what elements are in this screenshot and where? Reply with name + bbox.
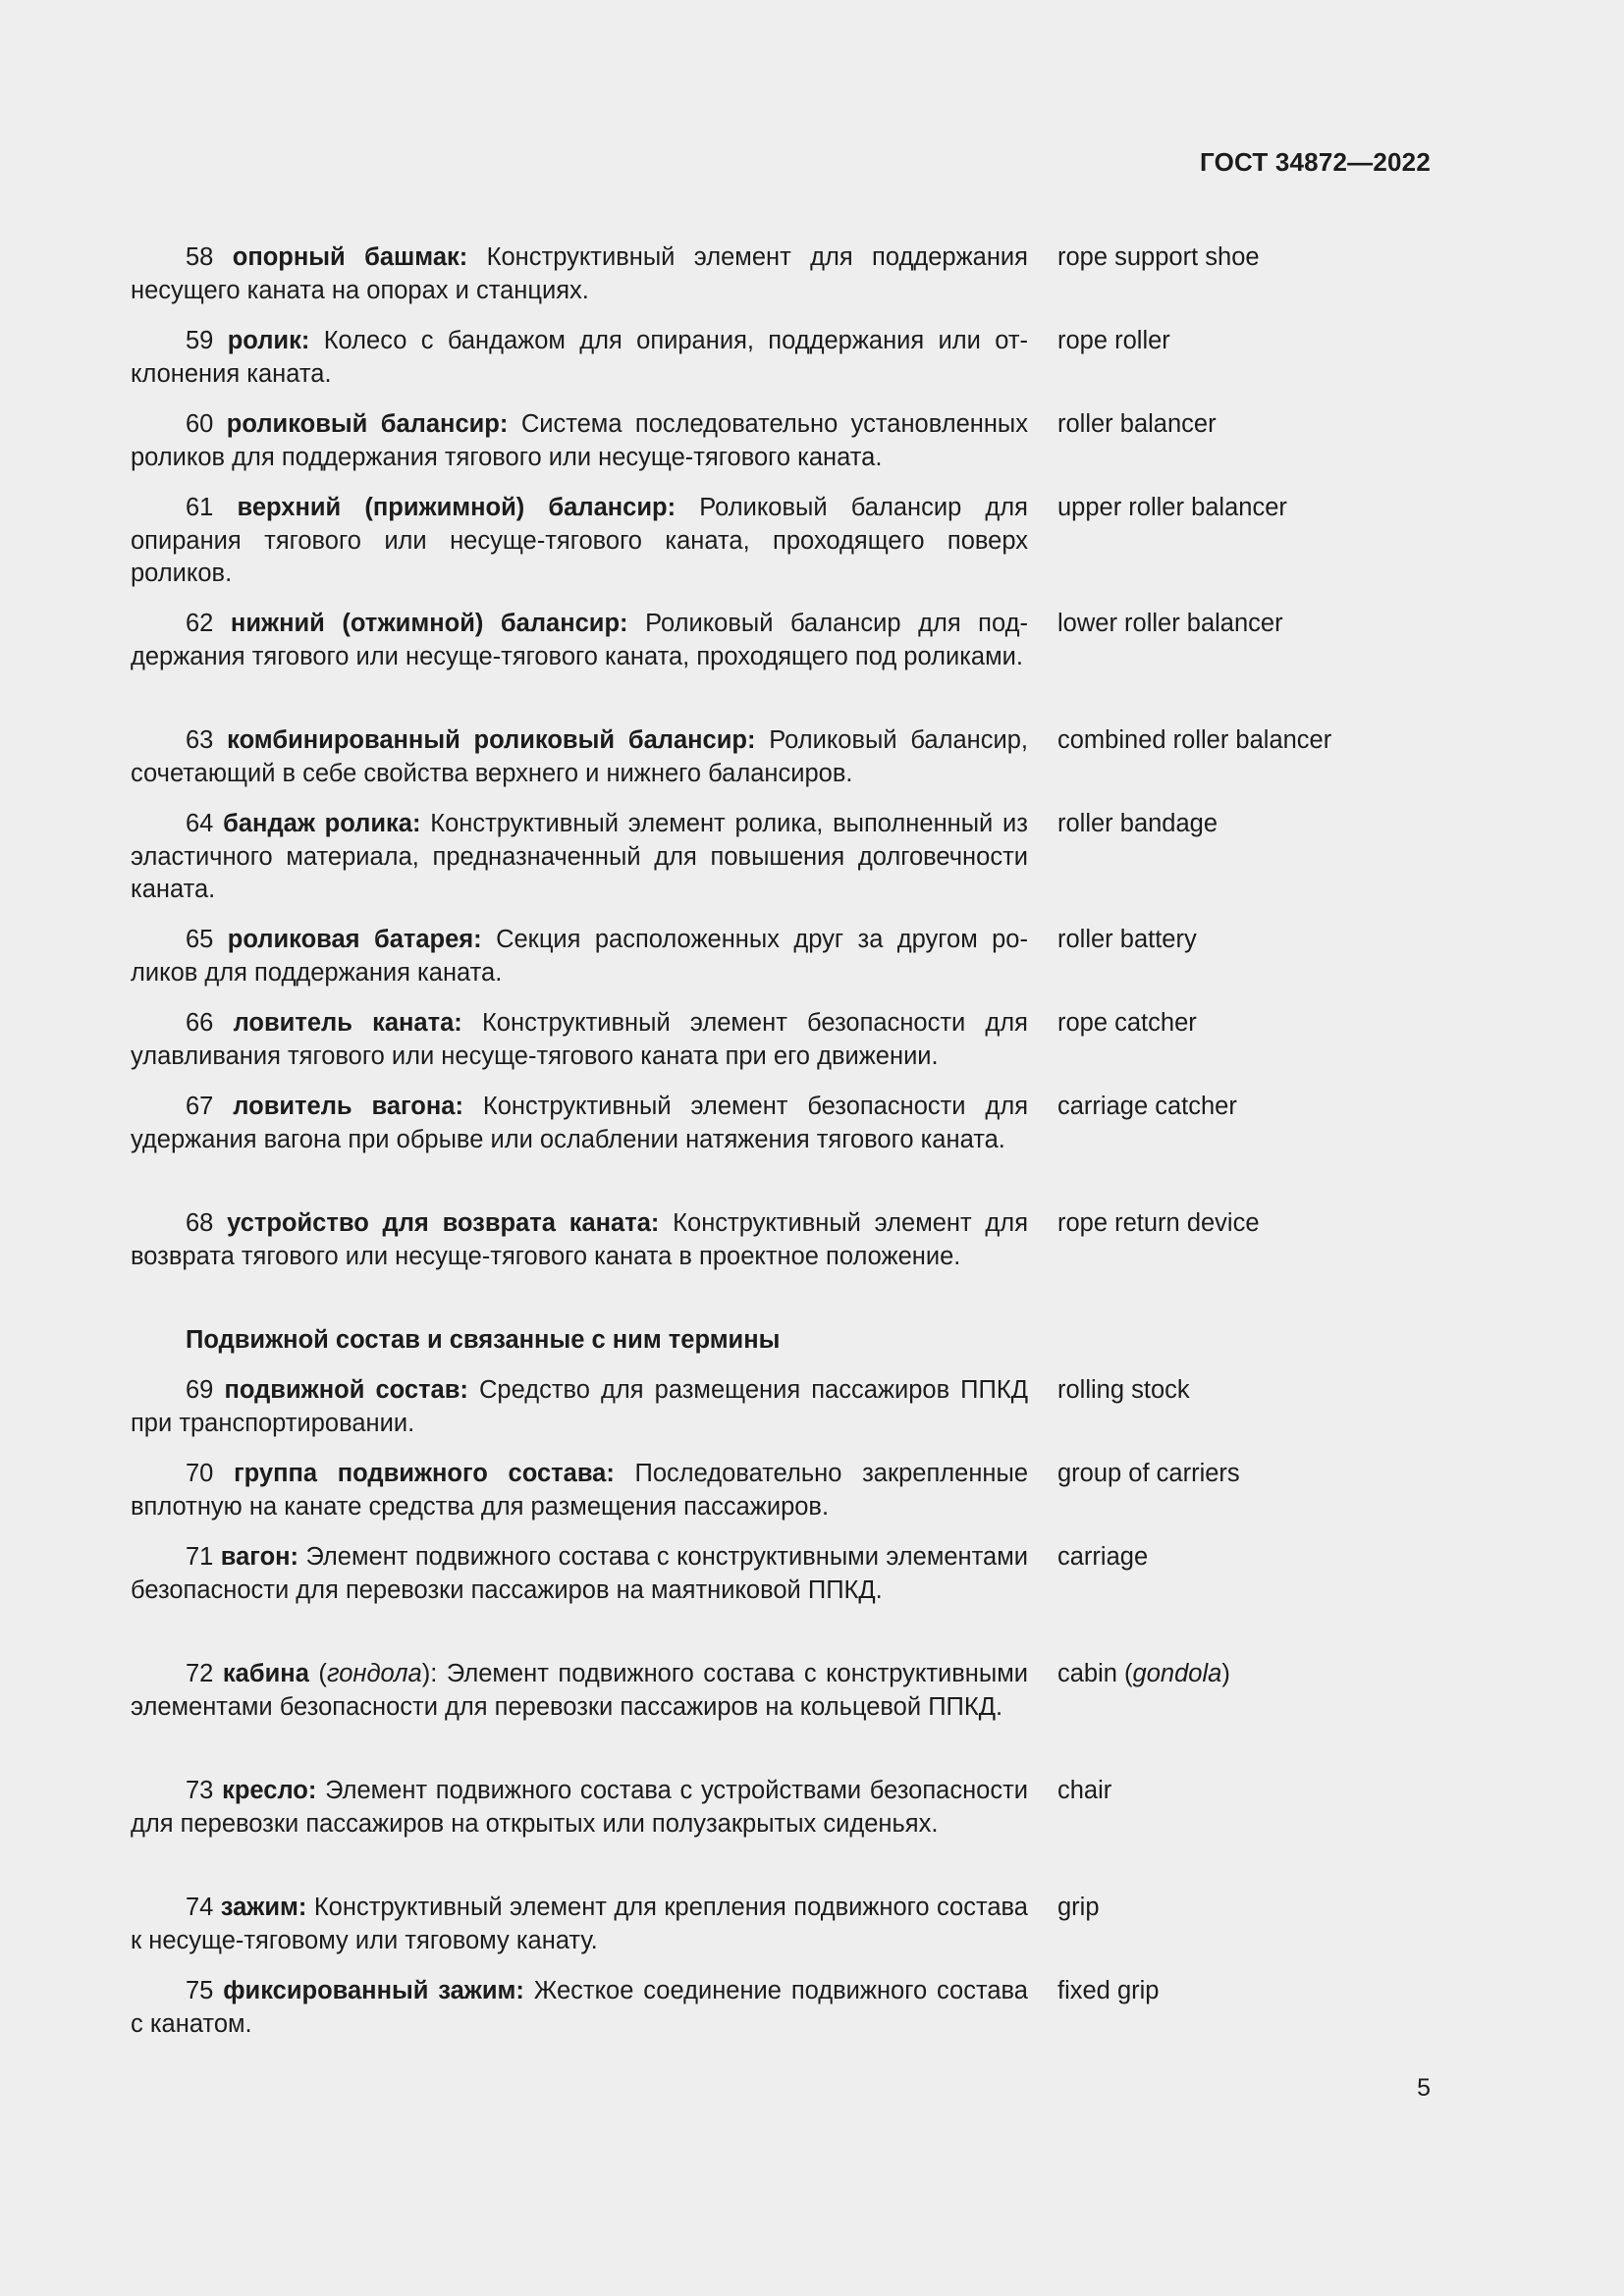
english-equivalent — [1057, 724, 1331, 758]
term-number: 70 — [186, 1460, 214, 1487]
english-term: carriage — [1057, 1543, 1149, 1571]
term-name: ловитель вагона: — [233, 1093, 463, 1120]
english-term: roller battery — [1057, 926, 1197, 953]
english-term: roller bandage — [1057, 810, 1218, 837]
term-entry — [131, 1892, 1505, 1957]
definition-text: Жесткое соединение подвижного состава с канатом. — [131, 1977, 1028, 2038]
term-definition — [131, 492, 1028, 591]
term-entry — [131, 492, 1505, 591]
english-equivalent — [1057, 608, 1283, 641]
term-definition — [131, 1775, 1028, 1841]
english-term: roller balancer — [1057, 410, 1217, 438]
term-entry — [131, 1975, 1505, 2041]
definition-text: Элемент подвижного состава с конструктивными элементами безопасности для перевозки пассажиров на маятниковой ППКД. — [131, 1543, 1028, 1604]
term-name: комбинированный роликовый балансир: — [227, 726, 756, 754]
term-entry — [131, 1374, 1505, 1440]
definition-text: Конструктивный элемент для возврата тягового или несуще-тягового каната в проектное положение. — [131, 1209, 1028, 1270]
english-term: carriage catcher — [1057, 1093, 1237, 1120]
term-number: 71 — [186, 1543, 214, 1571]
term-name: ролик: — [227, 327, 310, 354]
term-entry — [131, 608, 1505, 673]
term-definition — [131, 808, 1028, 907]
definition-text: Средство для размещения пассажиров ППКД при транспортировании. — [131, 1376, 1028, 1437]
definition-text: Роликовый балансир, сочетающий в себе свойства верхнего и нижнего балансиров. — [131, 726, 1028, 787]
term-name: кабина — [222, 1660, 309, 1687]
term-definition — [131, 408, 1028, 474]
english-term: lower roller balancer — [1057, 610, 1283, 637]
term-number: 73 — [186, 1777, 214, 1804]
term-number: 75 — [186, 1977, 214, 2004]
definition-text: Роликовый балансир для опирания тягового или несуще-тягового каната, проходящего поверх роликов. — [131, 494, 1028, 587]
term-number: 65 — [186, 926, 214, 953]
term-definition — [131, 1007, 1028, 1073]
term-number: 72 — [186, 1660, 214, 1687]
english-equivalent — [1057, 1374, 1190, 1408]
term-definition — [131, 325, 1028, 391]
term-number: 67 — [186, 1093, 214, 1120]
english-equivalent — [1057, 808, 1218, 841]
term-definition — [131, 1207, 1028, 1273]
term-definition — [131, 1892, 1028, 1957]
term-name: нижний (отжимной) балансир: — [230, 610, 628, 637]
term-number: 60 — [186, 410, 214, 438]
english-term: rope catcher — [1057, 1009, 1197, 1037]
english-equivalent: cabin (gondola) — [1057, 1660, 1230, 1687]
english-equivalent — [1057, 241, 1260, 275]
english-term: rope support shoe — [1057, 243, 1260, 271]
definition-text: Конструктивный элемент ролика, выполненный из эластичного материала, предназначенный для повышения долговечности каната. — [131, 810, 1028, 903]
term-entry — [131, 1458, 1505, 1523]
term-number: 61 — [186, 494, 214, 521]
term-definition — [131, 924, 1028, 989]
term-number: 74 — [186, 1894, 214, 1921]
english-term: upper roller balancer — [1057, 494, 1287, 521]
english-term: rope roller — [1057, 327, 1170, 354]
english-synonym: gondola — [1132, 1660, 1222, 1687]
english-equivalent — [1057, 1975, 1159, 2008]
term-name: зажим: — [220, 1894, 307, 1921]
definition-text: Последовательно закрепленные вплотную на канате средства для размещения пассажиров. — [131, 1460, 1029, 1521]
english-term: rolling stock — [1057, 1376, 1190, 1404]
definition-text: Конструктивный элемент безопасности для удержания вагона при обрыве или ослаблении натяжения тягового каната. — [131, 1093, 1028, 1153]
english-term: fixed grip — [1057, 1977, 1160, 2004]
term-definition — [131, 1975, 1028, 2041]
term-name: кресло: — [222, 1777, 317, 1804]
term-entry — [131, 1658, 1505, 1724]
term-number: 59 — [186, 327, 214, 354]
term-entry — [131, 241, 1505, 307]
english-equivalent — [1057, 1091, 1237, 1124]
term-entry — [131, 724, 1505, 790]
term-entry — [131, 1541, 1505, 1607]
definition-text: Секция расположенных друг за другом роликов для поддержания каната. — [131, 926, 1028, 987]
term-definition — [131, 608, 1028, 673]
definition-text: Элемент подвижного состава с конструктивными элементами безопасности для перевозки пассажиров на кольцевой ППКД. — [131, 1660, 1028, 1721]
definition-text: Колесо с бандажом для опирания, поддержания или отклонения каната. — [131, 327, 1028, 388]
english-term: chair — [1057, 1777, 1112, 1804]
term-definition — [131, 1541, 1028, 1607]
term-name: бандаж ролика: — [223, 810, 421, 837]
english-equivalent — [1057, 1207, 1260, 1241]
english-equivalent — [1057, 325, 1170, 358]
definition-text: Система последовательно установленных роликов для поддержания тягового или несуще-тягового каната. — [131, 410, 1028, 471]
term-entry — [131, 1207, 1505, 1273]
english-term: group of carriers — [1057, 1460, 1240, 1487]
term-name: роликовая батарея: — [227, 926, 482, 953]
document-code-header: ГОСТ 34872—2022 — [1200, 147, 1431, 177]
english-term: cabin ( — [1057, 1660, 1133, 1687]
definition-text: Роликовый балансир для поддержания тягового или несуще-тягового каната, проходящего под роликами. — [131, 610, 1028, 670]
term-name: группа подвижного состава: — [234, 1460, 615, 1487]
term-entry — [131, 1775, 1505, 1841]
term-number: 58 — [186, 243, 214, 271]
term-name: вагон: — [220, 1543, 299, 1571]
term-name: подвижной состав: — [224, 1376, 468, 1404]
english-equivalent — [1057, 492, 1287, 525]
term-number: 64 — [186, 810, 214, 837]
term-definition — [131, 1458, 1028, 1523]
definition-text: Конструктивный элемент для поддержания несущего каната на опорах и станциях. — [131, 243, 1028, 304]
term-definition — [131, 1374, 1028, 1440]
term-entry — [131, 408, 1505, 474]
term-name: роликовый балансир: — [226, 410, 509, 438]
english-term: combined roller balancer — [1057, 726, 1332, 754]
term-entry — [131, 325, 1505, 391]
term-definition — [131, 724, 1028, 790]
term-definition — [131, 1091, 1028, 1156]
section-heading: Подвижной состав и связанные с ним термины — [186, 1326, 781, 1354]
term-name: верхний (прижимной) балансир: — [237, 494, 677, 521]
english-equivalent — [1057, 1458, 1240, 1491]
term-number: 69 — [186, 1376, 214, 1404]
english-equivalent — [1057, 408, 1217, 442]
term-name: опорный башмак: — [232, 243, 468, 271]
english-equivalent — [1057, 1541, 1148, 1575]
english-equivalent — [1057, 924, 1197, 957]
term-entry — [131, 808, 1505, 907]
term-name: устройство для возврата каната: — [227, 1209, 660, 1237]
term-number: 63 — [186, 726, 214, 754]
term-entry — [131, 1091, 1505, 1156]
english-term: rope return device — [1057, 1209, 1260, 1237]
term-definition: 72 кабина (гондола): Элемент подвижного состава с конструктивными элементами безопасности для перевозки пассажиров на кольцевой ППКД. — [131, 1660, 1028, 1721]
page-number: 5 — [1417, 2074, 1431, 2102]
term-number: 68 — [186, 1209, 214, 1237]
term-entry — [131, 924, 1505, 989]
english-equivalent — [1057, 1007, 1197, 1041]
term-definition — [131, 241, 1028, 307]
term-number: 66 — [186, 1009, 214, 1037]
english-term: grip — [1057, 1894, 1100, 1921]
definition-text: Конструктивный элемент для крепления подвижного состава к несуще-тяговому или тяговому канату. — [131, 1894, 1028, 1954]
english-equivalent — [1057, 1892, 1100, 1925]
term-entry — [131, 1007, 1505, 1073]
term-number: 62 — [186, 610, 214, 637]
definition-text: Элемент подвижного состава с устройствами безопасности для перевозки пассажиров на открытых или полузакрытых сиденьях. — [131, 1777, 1029, 1838]
definition-text: Конструктивный элемент безопасности для улавливания тягового или несуще-тягового каната при его движении. — [131, 1009, 1028, 1070]
term-synonym: гондола — [326, 1660, 422, 1687]
term-name: ловитель каната: — [233, 1009, 462, 1037]
english-equivalent — [1057, 1775, 1111, 1808]
term-name: фиксированный зажим: — [223, 1977, 524, 2004]
